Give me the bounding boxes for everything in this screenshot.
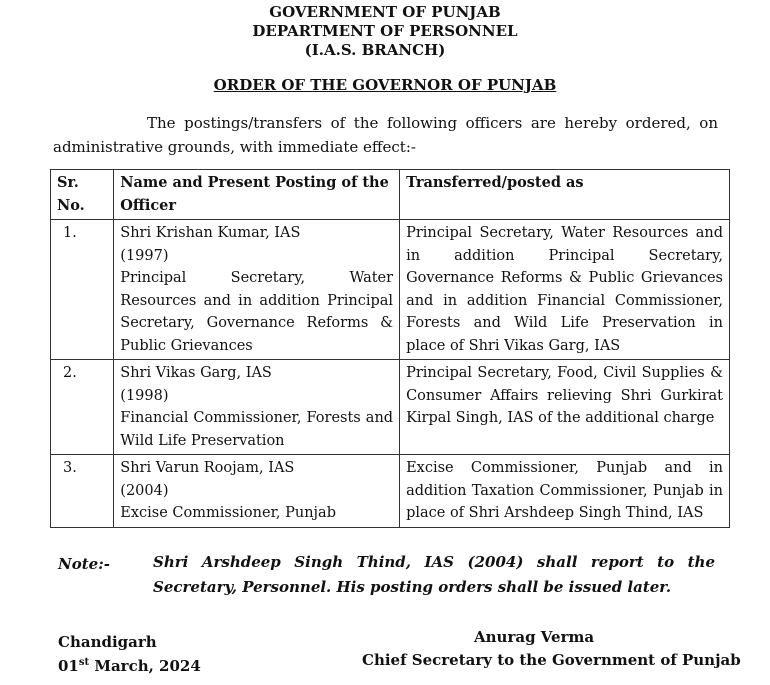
officer-batch: (1997)	[120, 247, 169, 264]
row-sr: 3.	[51, 455, 114, 528]
row-sr: 2.	[51, 360, 114, 455]
order-date	[58, 657, 201, 675]
header-transferred: Transferred/posted as	[400, 170, 730, 220]
date-day: 01	[58, 657, 79, 675]
table-header-row	[51, 170, 730, 220]
intro-paragraph	[53, 111, 718, 159]
table-row	[51, 360, 730, 455]
row-posted-as: Excise Commissioner, Punjab and in addition Taxation Commissioner, Punjab in place of Shri Arshdeep Singh Thind, IAS	[400, 455, 730, 528]
officer-batch: (1998)	[120, 387, 169, 404]
header-branch: (I.A.S. BRANCH)	[304, 41, 446, 59]
officer-name: Shri Varun Roojam, IAS	[120, 460, 295, 476]
signatory-name: Anurag Verma	[474, 628, 595, 646]
row-officer	[114, 455, 400, 528]
row-officer	[114, 360, 400, 455]
row-posted-as: Principal Secretary, Water Resources and in addition Principal Secretary, Governance Reforms & Public Grievances and in addition Financial Commissioner, Forests and Wild Life Preservation in place of Shri Vikas Garg, IAS	[400, 220, 730, 360]
signatory-designation: Chief Secretary to the Government of Punjab	[362, 651, 741, 669]
officer-present-posting: Financial Commissioner, Forests and Wild Life Preservation	[120, 410, 394, 449]
table-row	[51, 220, 730, 360]
row-sr: 1.	[51, 220, 114, 360]
note-label: Note:-	[58, 555, 110, 573]
row-posted-as: Principal Secretary, Food, Civil Supplies & Consumer Affairs relieving Shri Gurkirat Kirpal Singh, IAS of the additional charge	[400, 360, 730, 455]
order-title: ORDER OF THE GOVERNOR OF PUNJAB	[213, 76, 557, 94]
officer-name: Shri Vikas Garg, IAS	[120, 365, 272, 381]
header-department: DEPARTMENT OF PERSONNEL	[252, 22, 518, 40]
date-suffix: st	[78, 657, 90, 668]
officer-present-posting: Principal Secretary, Water Resources and in addition Principal Secretary, Governance Reforms & Public Grievances	[120, 270, 394, 354]
note-text: Shri Arshdeep Singh Thind, IAS (2004) shall report to the Secretary, Personnel. His posting orders shall be issued later.	[153, 553, 715, 596]
header-name-posting: Name and Present Posting of the Officer	[114, 170, 400, 220]
officer-name: Shri Krishan Kumar, IAS	[120, 225, 301, 241]
intro-text: The postings/transfers of the following officers are hereby ordered, on administrative grounds, with immediate effect:-	[53, 114, 718, 156]
header-sr-no: Sr. No.	[51, 170, 114, 220]
officer-present-posting: Excise Commissioner, Punjab	[120, 505, 336, 521]
place: Chandigarh	[58, 633, 157, 651]
row-officer	[114, 220, 400, 360]
header-government: GOVERNMENT OF PUNJAB	[269, 3, 501, 21]
postings-table	[50, 169, 730, 528]
date-rest: March, 2024	[89, 657, 201, 675]
table-row	[51, 455, 730, 528]
officer-batch: (2004)	[120, 482, 169, 499]
